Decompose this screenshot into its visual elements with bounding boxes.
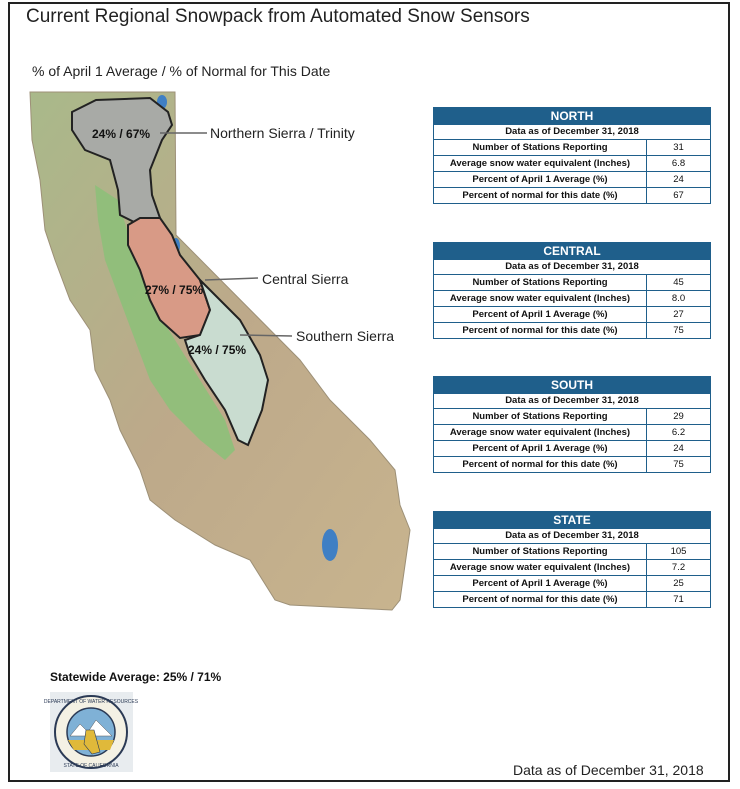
- row-value: 45: [673, 277, 684, 288]
- table-row: [433, 544, 711, 560]
- central-table: [433, 242, 711, 339]
- table-row: [433, 307, 711, 323]
- state-table: [433, 511, 711, 608]
- row-value: 27: [673, 309, 684, 320]
- north-region-label: Northern Sierra / Trinity: [210, 125, 355, 141]
- row-label: Number of Stations Reporting: [434, 275, 647, 290]
- south-region-label: Southern Sierra: [296, 328, 395, 344]
- row-value: 24: [673, 174, 684, 185]
- south-table: [433, 376, 711, 473]
- statewide-average: Statewide Average: 25% / 71%: [50, 670, 222, 684]
- row-label: Average snow water equivalent (Inches): [434, 291, 647, 306]
- row-value: 29: [673, 411, 684, 422]
- table-row: [433, 156, 711, 172]
- table-header: NORTH: [433, 107, 711, 125]
- row-value: 31: [673, 142, 684, 153]
- central-region-label: Central Sierra: [262, 271, 349, 287]
- row-value: 67: [673, 190, 684, 201]
- central-pct-label: 27% / 75%: [145, 283, 204, 297]
- table-date: Data as of December 31, 2018: [433, 394, 711, 409]
- row-label: Percent of normal for this date (%): [434, 323, 647, 338]
- table-date: Data as of December 31, 2018: [433, 529, 711, 544]
- row-label: Number of Stations Reporting: [434, 544, 647, 559]
- row-label: Percent of April 1 Average (%): [434, 441, 647, 456]
- table-row: [433, 457, 711, 473]
- north-table: [433, 107, 711, 204]
- row-value: 25: [673, 578, 684, 589]
- table-row: [433, 291, 711, 307]
- row-value: 6.2: [671, 427, 686, 438]
- row-label: Number of Stations Reporting: [434, 140, 647, 155]
- row-value: 6.8: [671, 158, 686, 169]
- svg-text:DEPARTMENT OF WATER RESOURCES: DEPARTMENT OF WATER RESOURCES: [43, 699, 139, 705]
- row-label: Percent of normal for this date (%): [434, 457, 647, 472]
- table-row: [433, 188, 711, 204]
- table-header: CENTRAL: [433, 242, 711, 260]
- row-value: 7.2: [671, 562, 686, 573]
- table-row: [433, 172, 711, 188]
- south-pct-label: 24% / 75%: [188, 343, 247, 357]
- row-label: Percent of normal for this date (%): [434, 188, 647, 203]
- page-title: Current Regional Snowpack from Automated Snow Sensors: [26, 6, 530, 27]
- table-header: SOUTH: [433, 376, 711, 394]
- row-label: Percent of April 1 Average (%): [434, 307, 647, 322]
- row-value: 24: [673, 443, 684, 454]
- row-value: 8.0: [671, 293, 686, 304]
- row-value: 71: [673, 594, 684, 605]
- row-label: Average snow water equivalent (Inches): [434, 156, 647, 171]
- leader-line-south: [240, 335, 292, 336]
- table-row: [433, 409, 711, 425]
- table-date: Data as of December 31, 2018: [433, 260, 711, 275]
- row-label: Number of Stations Reporting: [434, 409, 647, 424]
- svg-text:STATE OF CALIFORNIA: STATE OF CALIFORNIA: [63, 763, 119, 769]
- row-value: 105: [670, 546, 687, 557]
- row-label: Percent of normal for this date (%): [434, 592, 647, 607]
- table-row: [433, 323, 711, 339]
- table-row: [433, 592, 711, 608]
- dwr-seal-icon: [43, 692, 139, 772]
- row-label: Percent of April 1 Average (%): [434, 576, 647, 591]
- table-row: [433, 576, 711, 592]
- row-label: Percent of April 1 Average (%): [434, 172, 647, 187]
- table-date: Data as of December 31, 2018: [433, 125, 711, 140]
- table-row: [433, 560, 711, 576]
- table-header: STATE: [433, 511, 711, 529]
- row-label: Average snow water equivalent (Inches): [434, 425, 647, 440]
- north-pct-label: 24% / 67%: [92, 127, 151, 141]
- table-row: [433, 425, 711, 441]
- table-row: [433, 275, 711, 291]
- row-label: Average snow water equivalent (Inches): [434, 560, 647, 575]
- table-row: [433, 441, 711, 457]
- map-subtitle: % of April 1 Average / % of Normal for This Date: [32, 63, 331, 79]
- row-value: 75: [673, 325, 684, 336]
- table-row: [433, 140, 711, 156]
- salton-sea-icon: [322, 529, 338, 561]
- row-value: 75: [673, 459, 684, 470]
- footer-date: Data as of December 31, 2018: [513, 762, 704, 778]
